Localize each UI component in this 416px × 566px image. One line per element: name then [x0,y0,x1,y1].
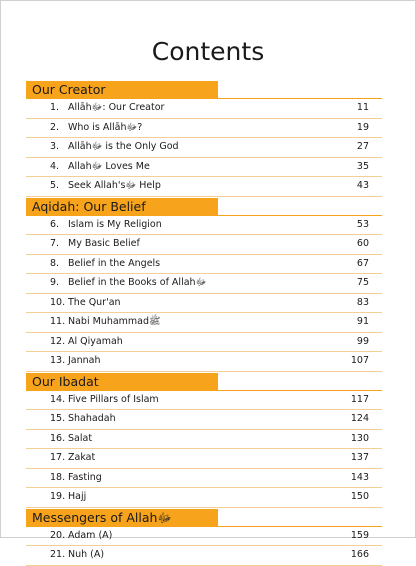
entry-page: 143 [350,471,369,483]
entry-page: 53 [356,218,369,230]
toc-entry[interactable] [26,255,382,275]
entry-title: Nabi Muhammadﷺ [68,316,161,327]
entry-page: 91 [356,316,369,327]
toc-entry[interactable] [26,449,382,469]
toc-entry[interactable] [26,216,382,236]
entry-title: Allahﷻ Loves Me [68,160,150,172]
toc-entry[interactable] [26,333,382,353]
toc-entry[interactable] [26,546,382,566]
entry-number: 15. [50,413,66,424]
entry-title: Zakat [68,452,96,463]
entry-page: 117 [350,393,369,405]
entry-number: 3. [50,141,60,152]
section-header [26,81,382,99]
entry-page: 166 [350,549,369,560]
page-title: Contents [151,37,265,66]
entry-number: 4. [50,160,60,172]
toc-entry[interactable] [26,119,382,139]
entry-title: Who is Allāhﷻ? [68,121,143,133]
entry-title: Belief in the Books of Allahﷻ [68,277,207,288]
entry-title: Five Pillars of Islam [68,393,159,405]
entry-number: 21. [50,549,66,560]
entry-title: Allāhﷻ is the Only God [68,141,179,152]
entry-number: 2. [50,121,60,133]
entry-page: 137 [350,452,369,463]
entry-title: Allāhﷻ: Our Creator [68,102,165,113]
entry-title: Fasting [68,471,102,483]
section-heading: Our Creator [32,82,106,97]
entry-title: Al Qiyamah [68,335,123,347]
entry-title: Hajj [68,491,87,502]
toc-entry[interactable] [26,158,382,178]
entry-number: 8. [50,257,60,269]
entry-page: 150 [350,491,369,502]
entry-title: Salat [68,432,93,444]
entry-title: Seek Allah'sﷻ Help [68,180,161,191]
entry-title: My Basic Belief [68,238,140,249]
toc-entry[interactable] [26,177,382,197]
entry-number: 6. [50,218,60,230]
toc-entry[interactable] [26,352,382,372]
entry-number: 14. [50,393,66,405]
entry-number: 1. [50,102,60,113]
toc-entry[interactable] [26,410,382,430]
entry-number: 17. [50,452,66,463]
entry-page: 67 [356,257,369,269]
toc-entry[interactable] [26,235,382,255]
entry-page: 75 [356,277,369,288]
toc-entry[interactable] [26,99,382,119]
entry-page: 159 [350,529,369,541]
entry-page: 43 [356,180,369,191]
entry-number: 13. [50,355,66,366]
toc-entry[interactable] [26,391,382,411]
section-heading: Our Ibadat [32,373,99,389]
toc-entry[interactable] [26,313,382,333]
entry-title: Shahadah [68,413,116,424]
entry-title: The Qur'an [68,296,121,308]
toc-entry[interactable] [26,469,382,489]
entry-number: 11. [50,316,66,327]
entry-page: 27 [356,141,369,152]
toc-entry[interactable] [26,488,382,508]
entry-number: 7. [50,238,60,249]
entry-number: 16. [50,432,66,444]
entry-page: 124 [350,413,369,424]
entry-page: 83 [356,296,369,308]
entry-page: 107 [350,355,369,366]
toc-entry[interactable] [26,294,382,314]
toc-entry[interactable] [26,527,382,547]
section-header [26,509,382,527]
entry-page: 99 [356,335,369,347]
entry-title: Islam is My Religion [68,218,162,230]
entry-page: 35 [356,160,369,172]
section-header [26,373,382,391]
entry-number: 5. [50,180,60,191]
toc-entry[interactable] [26,274,382,294]
entry-number: 18. [50,471,66,483]
entry-number: 9. [50,277,60,288]
entry-page: 60 [356,238,369,249]
section-heading: Messengers of Allahﷻ [32,509,172,525]
entry-title: Belief in the Angels [68,257,161,269]
table-of-contents [26,80,382,566]
entry-number: 19. [50,491,66,502]
entry-number: 10. [50,296,66,308]
entry-page: 11 [356,102,369,113]
entry-title: Nuh (A) [68,549,105,560]
section-header [26,198,382,216]
entry-page: 19 [356,121,369,133]
entry-page: 130 [350,432,369,444]
section-heading: Aqidah: Our Belief [32,198,146,214]
entry-title: Adam (A) [68,529,113,541]
entry-number: 12. [50,335,66,347]
toc-entry[interactable] [26,430,382,450]
entry-number: 20. [50,529,66,541]
toc-entry[interactable] [26,138,382,158]
entry-title: Jannah [68,355,101,366]
